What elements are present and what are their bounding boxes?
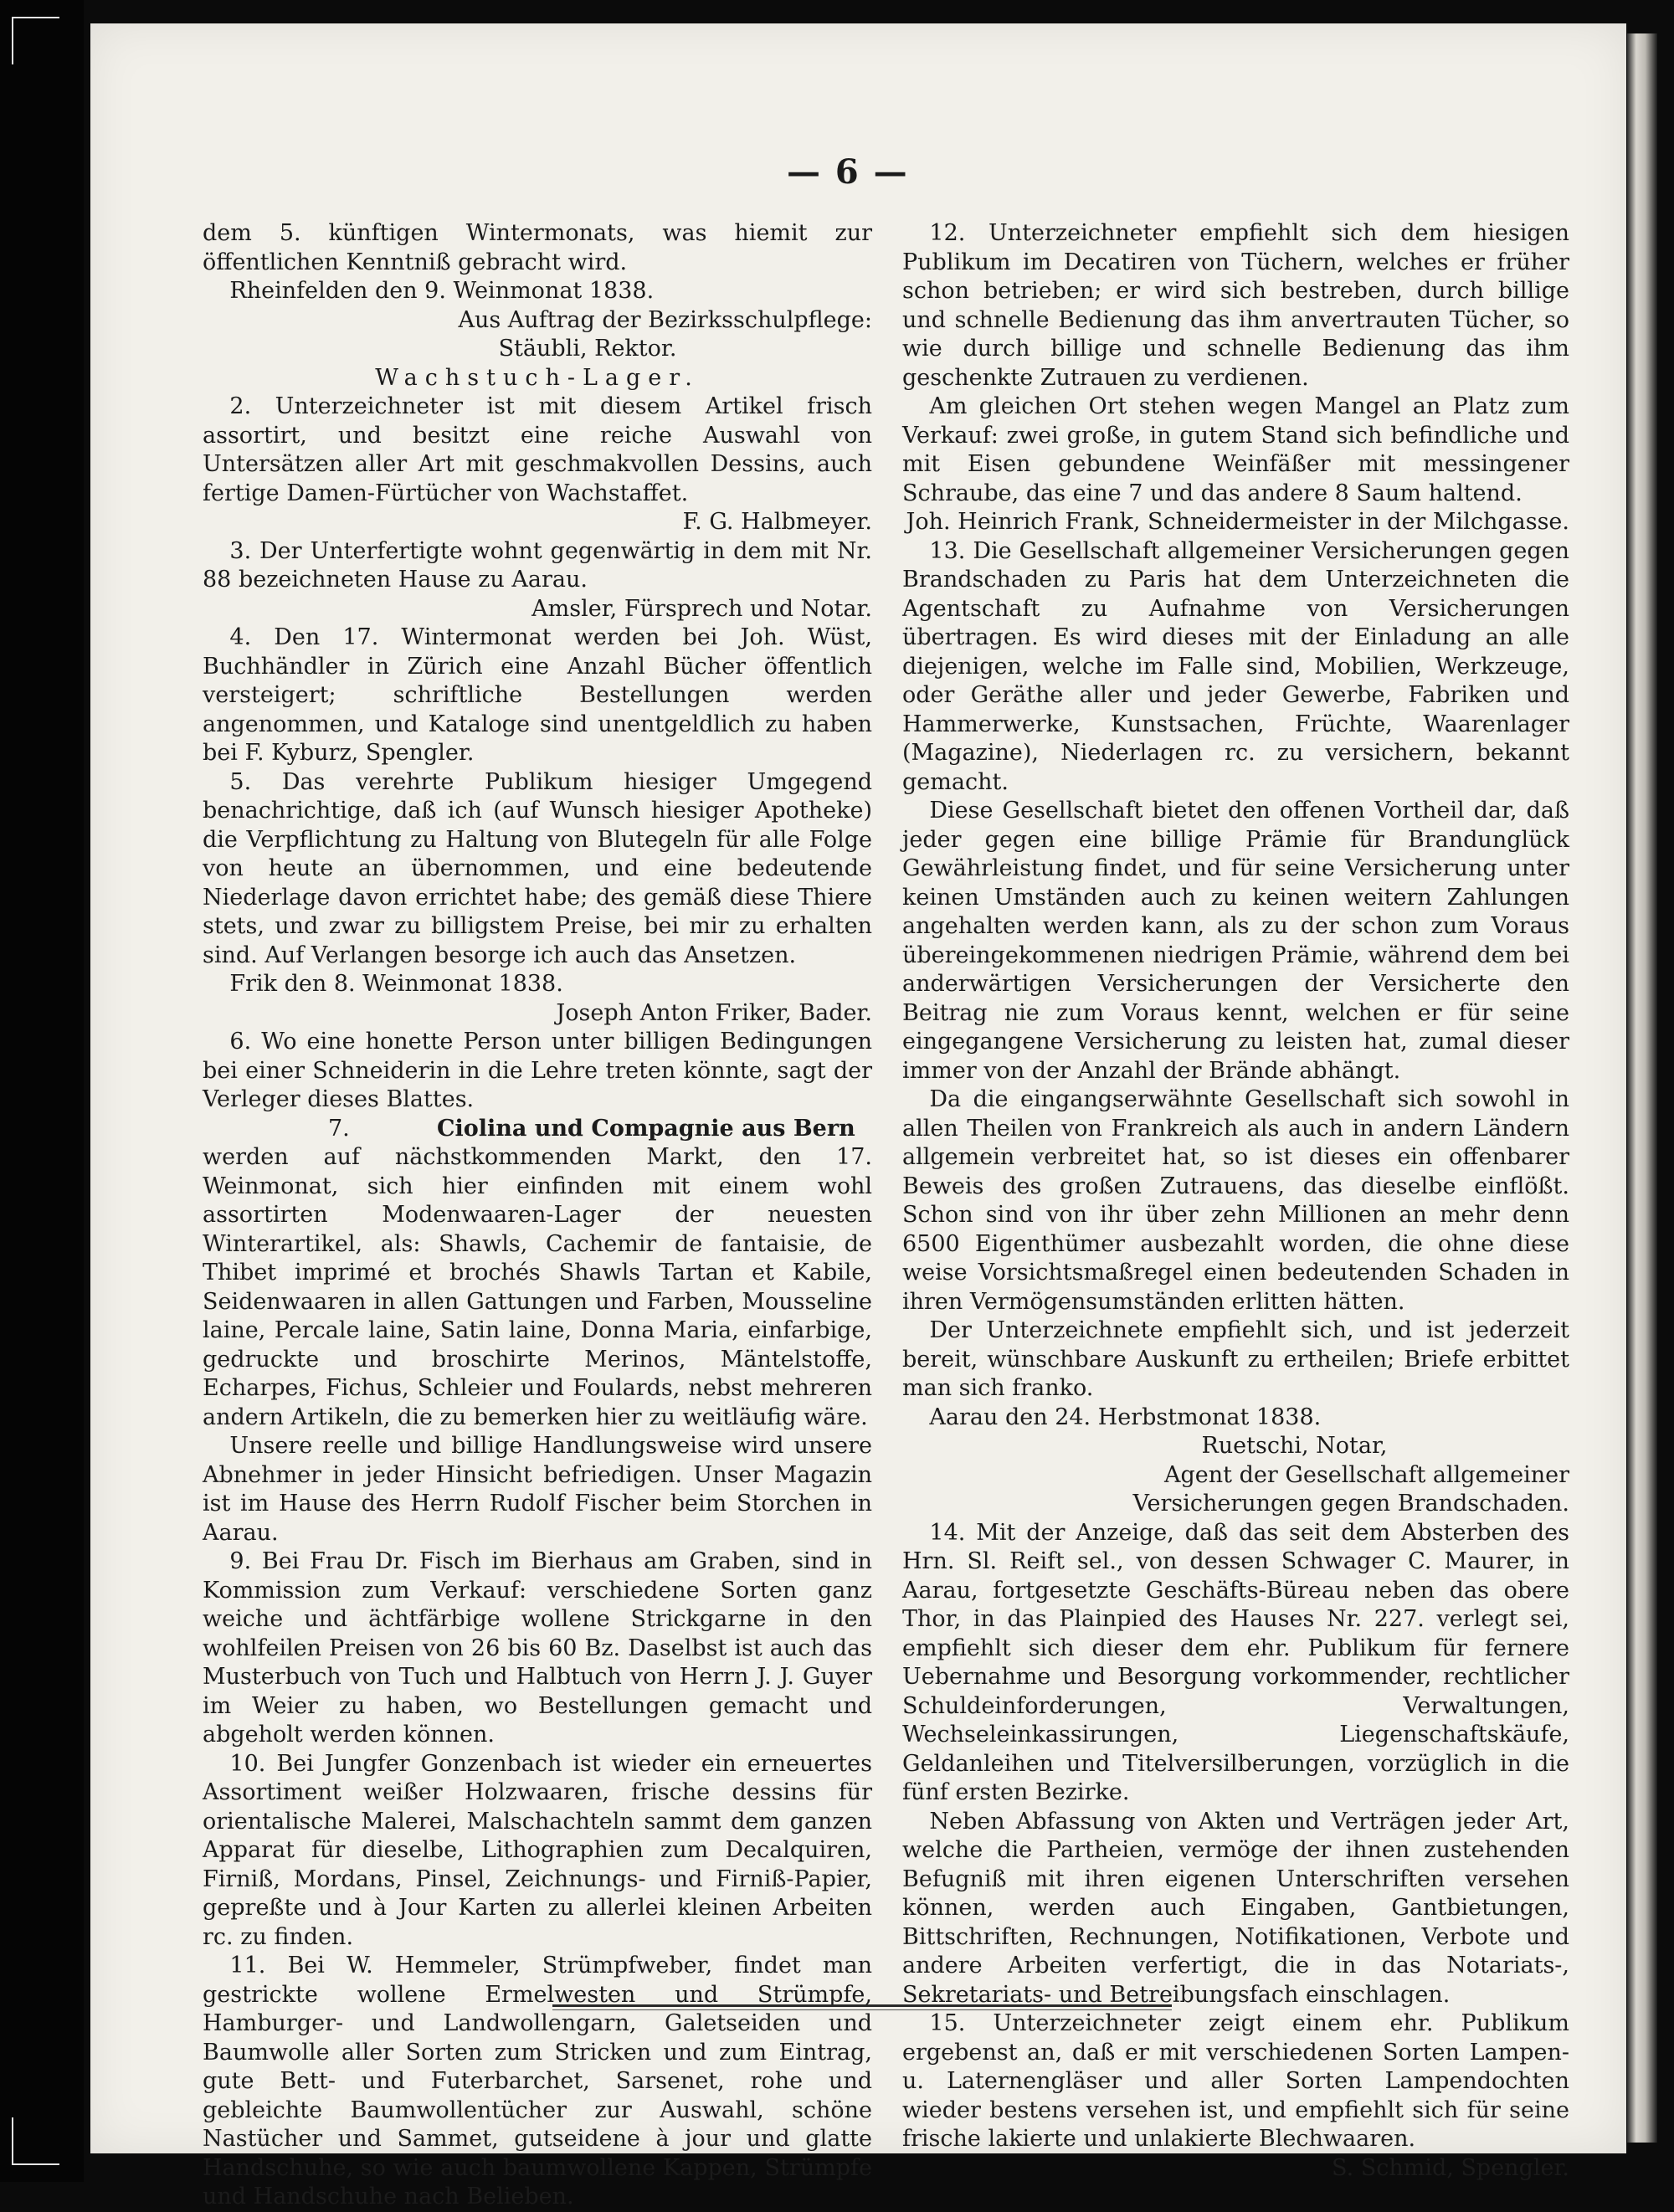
notice-7-title: Ciolina und Compagnie aus Bern bbox=[437, 1115, 855, 1142]
notice-7-number: 7. bbox=[328, 1115, 350, 1142]
notice-15-signature: S. Schmid, Spengler. bbox=[1332, 2154, 1569, 2181]
notice-13-signature-title: Agent der Gesellschaft allgemeiner Versicherungen gegen Brandschaden. bbox=[1132, 1461, 1569, 1517]
page-number: — 6 — bbox=[787, 152, 909, 192]
notice-3-text: 3. Der Unterfertigte wohnt gegenwärtig in dem mit Nr. 88 bezeichneten Hause zu Aarau. bbox=[203, 537, 872, 593]
notice-10-text: 10. Bei Jungfer Gonzenbach ist wieder ein erneuertes Assortiment weißer Holzwaaren, frische dessins für orientalische Malerei, Malschachteln sammt dem ganzen Apparat für dieselbe, Lithographien zum Decalquiren, Firniß, Mordans, Pinsel, Zeichnungs- und Firniß-Papier, gepreßte und à Jour Karten zu allerlei kleinen Arbeiten rc. zu finden. bbox=[203, 1750, 872, 1950]
heading-wachstuch-lager: Wachstuch-Lager. bbox=[375, 364, 700, 391]
notice-14-text-2: Neben Abfassung von Akten und Verträgen jeder Art, welche die Partheien, vermöge der ihnen zustehenden Befugniß mit ihren eigenen Unterschriften versehen können, werden auch Eingaben, Gantbietungen, Bittschriften, Rechnungen, Notifikationen, Verbote und andere Arbeiten verfertigt, die in das Notariats-, Sekretariats- und Betreibungsfach einschlagen. bbox=[902, 1808, 1569, 2008]
notice-1-authority: Aus Auftrag der Bezirksschulpflege: bbox=[458, 306, 872, 333]
notice-9-text: 9. Bei Frau Dr. Fisch im Bierhaus am Graben, sind in Kommission zum Verkauf: verschiedene Sorten ganz weiche und ächtfärbige wollene Strickgarne in den wohlfeilen Preisen von 26 bis 60 Bz. Daselbst ist auch das Musterbuch von Tuch und Halbtuch von Herrn J. J. Guyer im Weier zu haben, wo Bestellungen gemacht und abgeholt werden können. bbox=[203, 1548, 872, 1748]
notice-7-text-2: Unsere reelle und billige Handlungsweise wird unsere Abnehmer in jeder Hinsicht befriedigen. Unser Magazin ist im Hause des Herrn Rudolf Fischer beim Storchen in Aarau. bbox=[203, 1433, 872, 1546]
notice-5-place-date: Frik den 8. Weinmonat 1838. bbox=[229, 971, 563, 997]
notice-5-signature: Joseph Anton Friker, Bader. bbox=[556, 999, 872, 1026]
notice-6-text: 6. Wo eine honette Person unter billigen Bedingungen bei einer Schneiderin in die Lehre treten könnte, sagt der Verleger dieses Blattes. bbox=[203, 1029, 872, 1112]
notice-1-signature: Stäubli, Rektor. bbox=[498, 336, 677, 362]
notice-13-signature: Ruetschi, Notar, bbox=[1201, 1433, 1388, 1459]
notice-13-text-3: Da die eingangserwähnte Gesellschaft sich sowohl in allen Theilen von Frankreich als auch in andern Ländern allgemein verbreitet hat, so ist dieses ein offenbarer Beweis des großen Zutrauens, das dieselbe einflößt. Schon sind von ihr über zehn Millionen an mehr denn 6500 Eigenthümer ausbezahlt worden, die ohne diese weise Vorsichtsmaßregel einen bedeutenden Schaden in ihren Vermögensumständen erlitten hätten. bbox=[902, 1086, 1569, 1315]
notice-3-signature: Amsler, Fürsprech und Notar. bbox=[531, 595, 872, 622]
notice-7-heading bbox=[203, 1115, 872, 1144]
crop-mark-top-left bbox=[12, 17, 59, 64]
notice-2-text: 2. Unterzeichneter ist mit diesem Artikel frisch assortirt, und besitzt eine reiche Auswahl von Untersätzen aller Art mit geschmakvollen Dessins, auch fertige Damen-Fürtücher von Wachstaffet. bbox=[203, 393, 872, 506]
footer-rule bbox=[552, 2004, 1172, 2007]
notice-1-text: dem 5. künftigen Wintermonats, was hiemit zur öffentlichen Kenntniß gebracht wird. bbox=[203, 220, 872, 275]
notice-7-text: werden auf nächstkommenden Markt, den 17. Weinmonat, sich hier einfinden mit einem wohl assortirten Modenwaaren-Lager der neuesten Winterartikel, als: Shawls, Cachemir de fantaisie, de Thibet imprimé et brochés Shawls Tartan et Kabile, Seidenwaaren in allen Gattungen und Farben, Mousseline laine, Percale laine, Satin laine, Donna Maria, einfarbige, gedruckte und broschirte Merinos, Mäntelstoffe, Echarpes, Fichus, Schleier und Foulards, nebst mehreren andern Artikeln, die zu bemerken hier zu weitläufig wäre. bbox=[203, 1144, 872, 1430]
notice-1-place-date: Rheinfelden den 9. Weinmonat 1838. bbox=[229, 278, 655, 304]
notice-13-text-4: Der Unterzeichnete empfiehlt sich, und ist jederzeit bereit, wünschbare Auskunft zu ertheilen; Briefe erbittet man sich franko. bbox=[902, 1317, 1569, 1401]
left-column bbox=[203, 219, 872, 2212]
notice-12-text: 12. Unterzeichneter empfiehlt sich dem hiesigen Publikum im Decatiren von Tüchern, welches er früher schon betrieben; er wird sich bestreben, durch billige und schnelle Bedienung das ihm anvertrauten Tücher, so wie durch billige und schnelle Bedienung das ihm geschenkte Zutrauen zu verdienen. bbox=[902, 220, 1569, 391]
page-edge bbox=[1627, 33, 1657, 2143]
notice-11-text: 11. Bei W. Hemmeler, Strümpfweber, findet man gestrickte wollene Ermelwesten und Strümpfe, Hamburger- und Landwollengarn, Galetseiden und Baumwolle aller Sorten zum Stricken und zum Eintrag, gute Bett- und Futerbarchet, Sarsenet, rohe und gebleichte Baumwollentücher zur Auswahl, schöne Nastücher und Sammet, gutseidene à jour und glatte Handschuhe, so wie auch baumwollene Kappen, Strümpfe und Handschuhe nach Belieben. bbox=[203, 1953, 872, 2209]
notice-4-text: 4. Den 17. Wintermonat werden bei Joh. Wüst, Buchhändler in Zürich eine Anzahl Bücher öffentlich versteigert; schriftliche Bestellungen werden angenommen, und Kataloge sind unentgeldlich zu haben bei F. Kyburz, Spengler. bbox=[203, 624, 872, 766]
notice-12-signature: Joh. Heinrich Frank, Schneidermeister in der Milchgasse. bbox=[906, 509, 1569, 535]
notice-13-place-date: Aarau den 24. Herbstmonat 1838. bbox=[929, 1404, 1322, 1430]
notice-14-text: 14. Mit der Anzeige, daß das seit dem Absterben des Hrn. Sl. Reift sel., von dessen Schwager C. Maurer, in Aarau, fortgesetzte Geschäfts-Büreau neben das obere Thor, in das Plainpied des Hauses Nr. 227. verlegt sei, empfiehlt sich dieser dem ehr. Publikum für fernere Uebernahme und Besorgung vorkommender, rechtlicher Schuldeinforderungen, Verwaltungen, Wechseleinkassirungen, Liegenschaftskäufe, Geldanleihen und Titelversilberungen, vorzüglich in die fünf ersten Bezirke. bbox=[902, 1519, 1569, 1805]
notice-15-text: 15. Unterzeichneter zeigt einem ehr. Publikum ergebenst an, daß er mit verschiedenen Sorten Lampen- u. Laternengläser und aller Sorten Lampendochten wieder bestens versehen ist, und empfiehlt sich für seine frische lakierte und unlakierte Blechwaaren. bbox=[902, 2010, 1569, 2152]
scan-background-left bbox=[0, 0, 84, 2182]
notice-2-signature: F. G. Halbmeyer. bbox=[682, 509, 872, 535]
notice-13-text: 13. Die Gesellschaft allgemeiner Versicherungen gegen Brandschaden zu Paris hat dem Unterzeichneten die Agentschaft zu Aufnahme von Versicherungen übertragen. Es wird dieses mit der Einladung an alle diejenigen, welche im Falle sind, Mobilien, Werkzeuge, oder Geräthe aller und jeder Gewerbe, Fabriken und Hammerwerke, Kunstsachen, Früchte, Waarenlager (Magazine), Niederlagen rc. zu versichern, bekannt gemacht. bbox=[902, 537, 1569, 795]
notice-5-text: 5. Das verehrte Publikum hiesiger Umgegend benachrichtige, daß ich (auf Wunsch hiesiger Apotheke) die Verpflichtung zu Haltung von Blutegeln für alle Folge von heute an übernommen, und eine bedeutende Niederlage davon errichtet habe; des gemäß diese Thiere stets, und zwar zu billigstem Preise, bei mir zu erhalten sind. Auf Verlangen besorge ich auch das Ansetzen. bbox=[203, 768, 872, 968]
crop-mark-bottom-left bbox=[12, 2117, 59, 2165]
notice-12-text-2: Am gleichen Ort stehen wegen Mangel an Platz zum Verkauf: zwei große, in gutem Stand sich befindliche und mit Eisen gebundene Weinfäßer mit messingener Schraube, das eine 7 und das andere 8 Saum haltend. bbox=[902, 393, 1569, 506]
right-column bbox=[902, 219, 1569, 2183]
notice-13-text-2: Diese Gesellschaft bietet den offenen Vortheil dar, daß jeder gegen eine billige Prämie für Brandunglück Gewährleistung findet, und für seine Versicherung unter keinen Umständen auch zu keinen weitern Zahlungen angehalten werden kann, als zu der schon zum Voraus übereingekommenen niedrigen Prämie, während dem bei anderwärtigen Versicherungen der Versicherte den Beitrag nie zum Voraus kennt, welchen er für seine eingegangene Versicherung zu leisten hat, zumal dieser immer von der Anzahl der Brände abhängt. bbox=[902, 798, 1569, 1084]
